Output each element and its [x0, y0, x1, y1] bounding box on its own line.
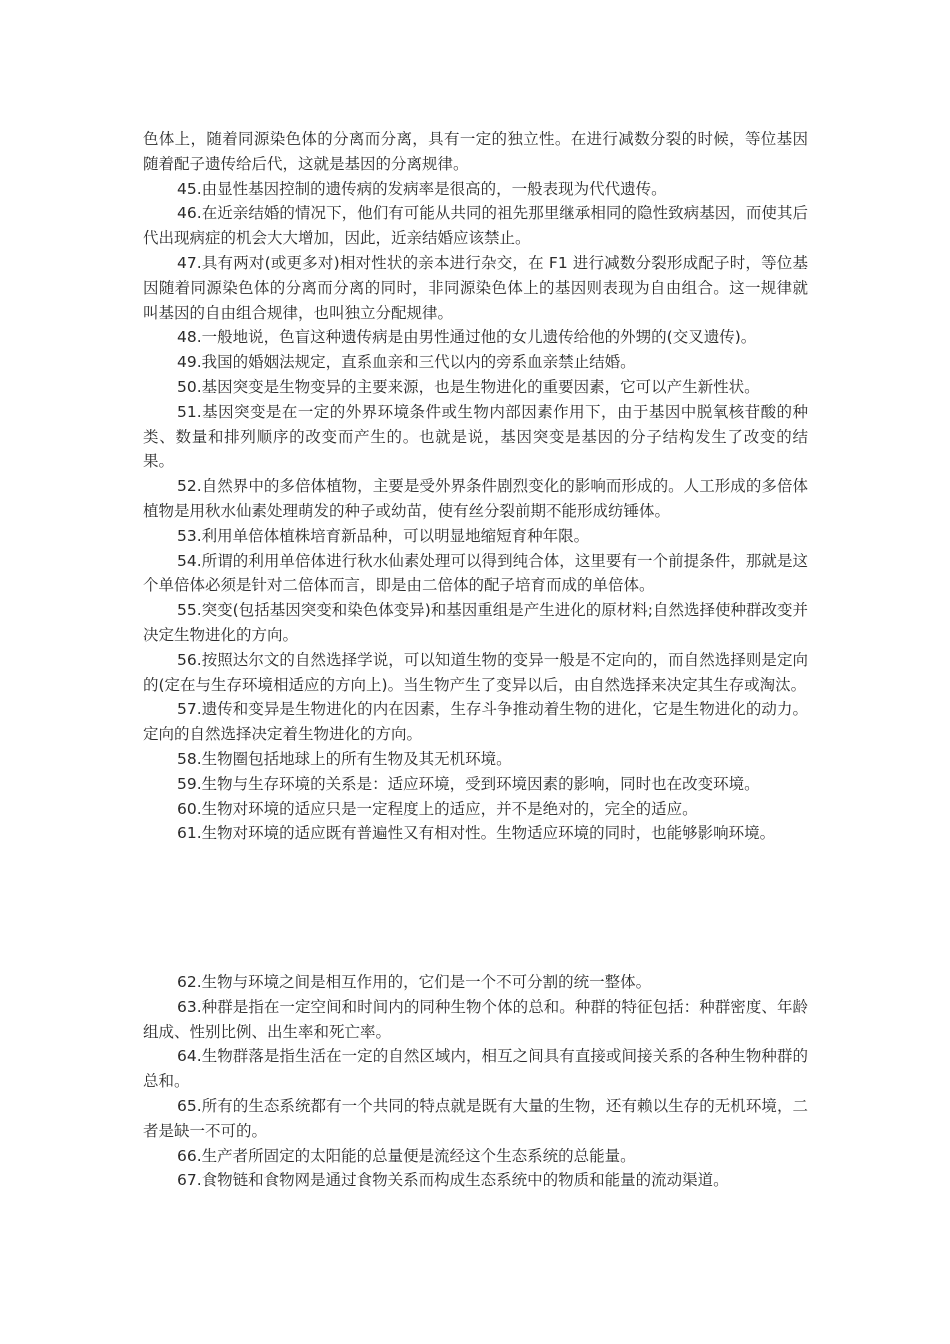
paragraph-50: 50.基因突变是生物变异的主要来源，也是生物进化的重要因素，它可以产生新性状。 [177, 377, 760, 396]
text-block-lower [143, 970, 808, 1193]
paragraph-61: 61.生物对环境的适应既有普遍性又有相对性。生物适应环境的同时，也能够影响环境。 [177, 824, 776, 843]
paragraph-62: 62.生物与环境之间是相互作用的，它们是一个不可分割的统一整体。 [177, 973, 652, 991]
paragraph-52: 52.自然界中的多倍体植物，主要是受外界条件剧烈变化的影响而形成的。人工形成的多倍体植物是用秋水仙素处理萌发的种子或幼苗，使有丝分裂前期不能形成纺锤体。 [143, 477, 808, 520]
continuation-paragraph: 色体上，随着同源染色体的分离而分离，具有一定的独立性。在进行减数分裂的时候，等位基因随着配子遗传给后代，这就是基因的分离规律。 [143, 130, 808, 173]
paragraph-49: 49.我国的婚姻法规定，直系血亲和三代以内的旁系血亲禁止结婚。 [177, 353, 636, 372]
paragraph-51: 51.基因突变是在一定的外界环境条件或生物内部因素作用下，由于基因中脱氧核苷酸的种类、数量和排列顺序的改变而产生的。也就是说，基因突变是基因的分子结构发生了改变的结果。 [143, 402, 808, 471]
paragraph-48: 48.一般地说，色盲这种遗传病是由男性通过他的女儿遗传给他的外甥的(交叉遗传)。 [177, 328, 757, 347]
text-block-upper [143, 127, 808, 846]
paragraph-67: 67.食物链和食物网是通过食物关系而构成生态系统中的物质和能量的流动渠道。 [177, 1171, 729, 1190]
paragraph-63: 63.种群是指在一定空间和时间内的同种生物个体的总和。种群的特征包括：种群密度、年龄组成、性别比例、出生率和死亡率。 [143, 997, 808, 1041]
paragraph-53: 53.利用单倍体植株培育新品种，可以明显地缩短育种年限。 [177, 526, 590, 545]
paragraph-64: 64.生物群落是指生活在一定的自然区域内，相互之间具有直接或间接关系的各种生物种群的总和。 [143, 1047, 808, 1091]
paragraph-54: 54.所谓的利用单倍体进行秋水仙素处理可以得到纯合体，这里要有一个前提条件，那就是这个单倍体必须是针对二倍体而言，即是由二倍体的配子培育而成的单倍体。 [143, 551, 808, 595]
paragraph-66: 66.生产者所固定的太阳能的总量便是流经这个生态系统的总能量。 [177, 1146, 636, 1165]
paragraph-59: 59.生物与生存环境的关系是：适应环境，受到环境因素的影响，同时也在改变环境。 [177, 774, 760, 793]
paragraph-55: 55.突变(包括基因突变和染色体变异)和基因重组是产生进化的原材料;自然选择使种群改变并决定生物进化的方向。 [143, 601, 808, 644]
paragraph-58: 58.生物圈包括地球上的所有生物及其无机环境。 [177, 749, 512, 768]
paragraph-56: 56.按照达尔文的自然选择学说，可以知道生物的变异一般是不定向的，而自然选择则是定向的(定在与生存环境相适应的方向上)。当生物产生了变异以后，由自然选择来决定其生存或淘汰。 [143, 650, 808, 694]
paragraph-46: 46.在近亲结婚的情况下，他们有可能从共同的祖先那里继承相同的隐性致病基因，而使其后代出现病症的机会大大增加，因此，近亲结婚应该禁止。 [143, 204, 808, 248]
paragraph-60: 60.生物对环境的适应只是一定程度上的适应，并不是绝对的，完全的适应。 [177, 799, 698, 818]
paragraph-45: 45.由显性基因控制的遗传病的发病率是很高的，一般表现为代代遗传。 [177, 179, 667, 198]
paragraph-47: 47.具有两对(或更多对)相对性状的亲本进行杂交，在 F1 进行减数分裂形成配子时，等位基因随着同源染色体的分离而分离的同时，非同源染色体上的基因则表现为自由组合。这一规律就叫基因的自由组合规律，也叫独立分配规律。 [143, 253, 808, 322]
paragraph-57: 57.遗传和变异是生物进化的内在因素，生存斗争推动着生物的进化，它是生物进化的动力。定向的自然选择决定着生物进化的方向。 [143, 700, 808, 744]
paragraph-65: 65.所有的生态系统都有一个共同的特点就是既有大量的生物，还有赖以生存的无机环境，二者是缺一不可的。 [143, 1096, 808, 1140]
